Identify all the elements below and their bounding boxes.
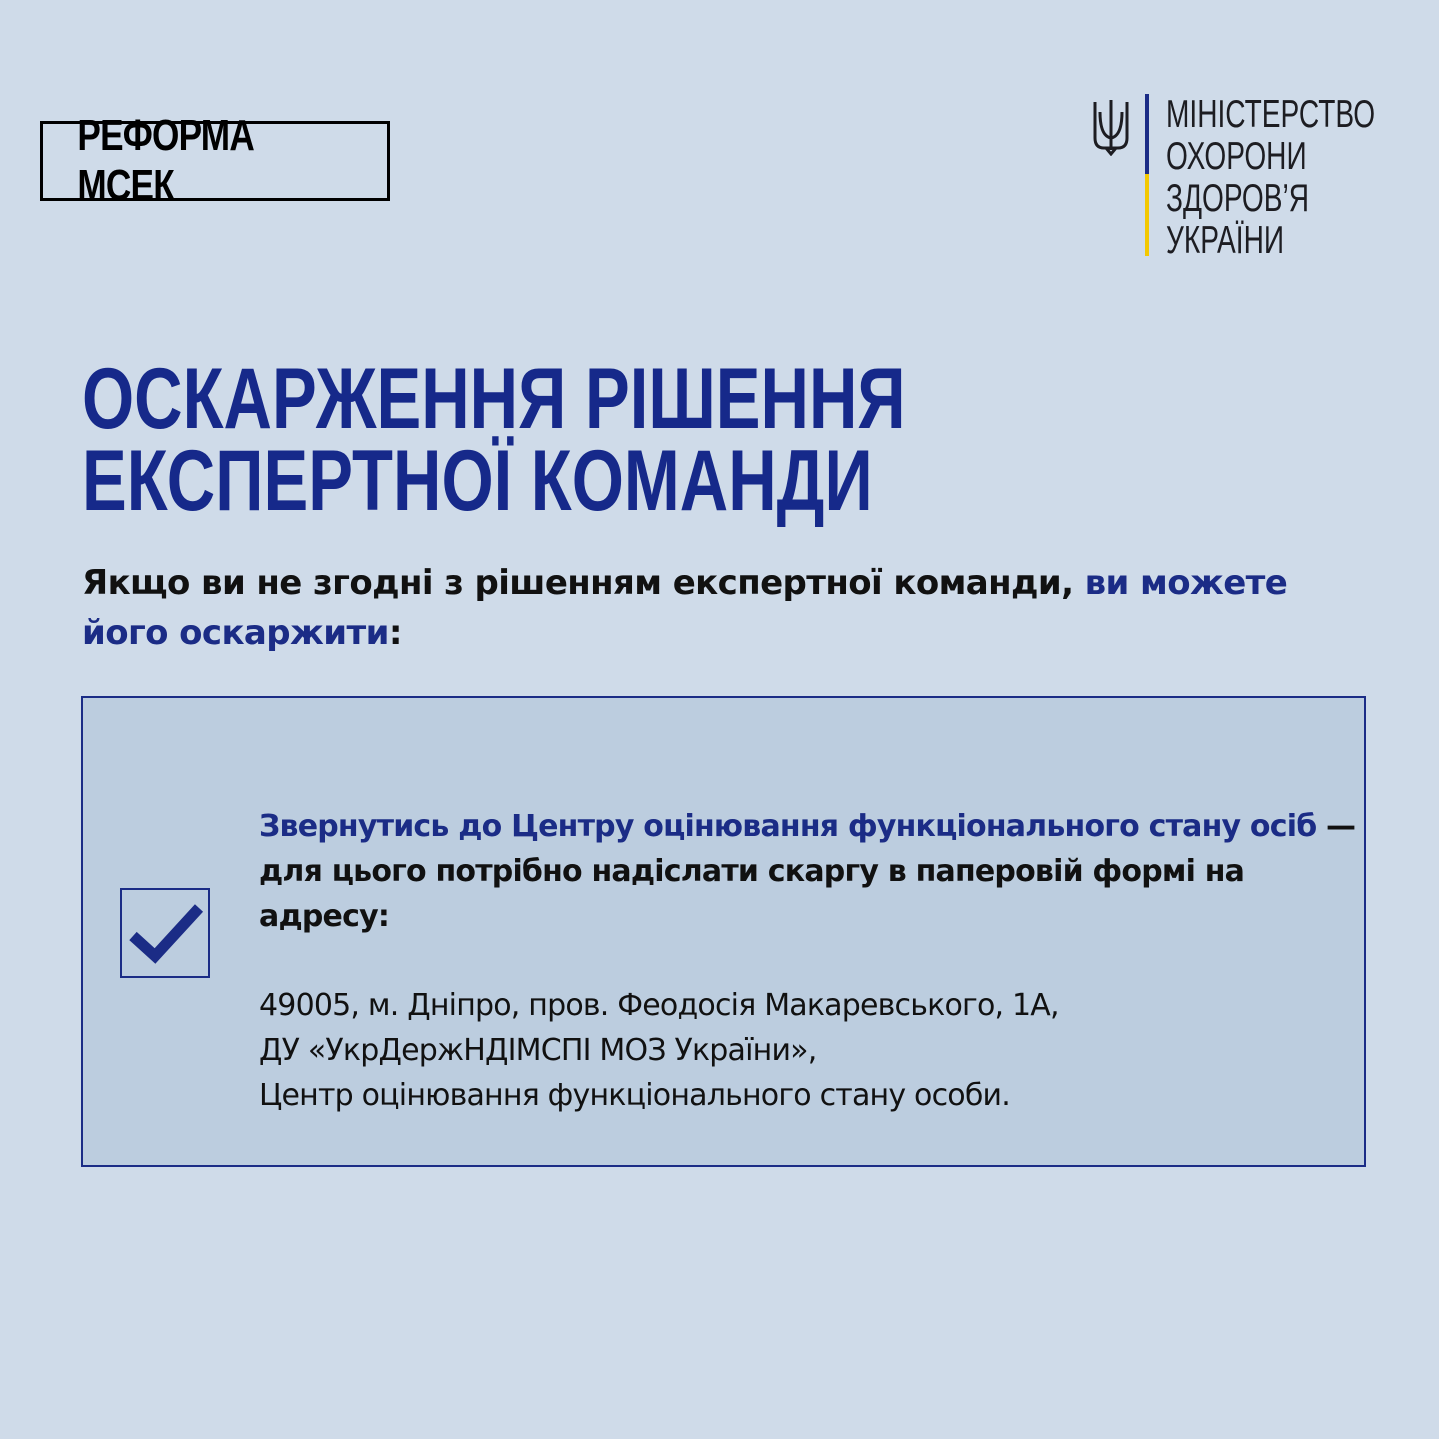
appeal-option-card <box>81 696 1366 1167</box>
reform-badge <box>40 111 390 210</box>
intro-text-highlight: ви можете його оскаржити <box>82 563 1288 653</box>
ministry-name <box>1166 94 1439 262</box>
ministry-name-line: ЗДОРОВ’Я <box>1166 177 1310 220</box>
page-title-line: ОСКАРЖЕННЯ РІШЕННЯ <box>82 351 906 447</box>
ministry-name-line: УКРАЇНИ <box>1166 219 1285 262</box>
appeal-option-rest: — для цього потрібно надіслати скаргу в паперовій формі на адресу: <box>259 809 1356 934</box>
checkbox <box>120 888 210 978</box>
page-title-line: ЕКСПЕРТНОЇ КОМАНДИ <box>82 433 873 529</box>
address-line: 49005, м. Дніпро, пров. Феодосія Макаревського, 1А, <box>259 988 1059 1023</box>
page-title <box>82 351 1138 529</box>
intro-text <box>82 558 1322 658</box>
appeal-option-text <box>259 804 1359 1118</box>
address-block <box>259 983 1359 1118</box>
address-line: ДУ «УкрДержНДІМСПІ МОЗ України», <box>259 1033 817 1068</box>
appeal-option-highlight: Звернутись до Центру оцінювання функціонального стану осіб <box>259 809 1317 844</box>
logo-bar-yellow <box>1145 174 1149 256</box>
intro-text-main: Якщо ви не згодні з рішенням експертної команди, <box>82 563 1085 603</box>
address-line: Центр оцінювання функціонального стану особи. <box>259 1078 1010 1113</box>
checkmark-icon <box>127 898 205 970</box>
appeal-option-lead <box>259 804 1359 939</box>
intro-text-end: : <box>388 613 402 653</box>
reform-badge-label: РЕФОРМА МСЕК <box>77 111 254 210</box>
ministry-name-line: ОХОРОНИ <box>1166 135 1307 178</box>
logo-bar-blue <box>1145 94 1149 174</box>
trident-icon <box>1092 98 1130 156</box>
ministry-name-line: МІНІСТЕРСТВО <box>1166 93 1376 136</box>
